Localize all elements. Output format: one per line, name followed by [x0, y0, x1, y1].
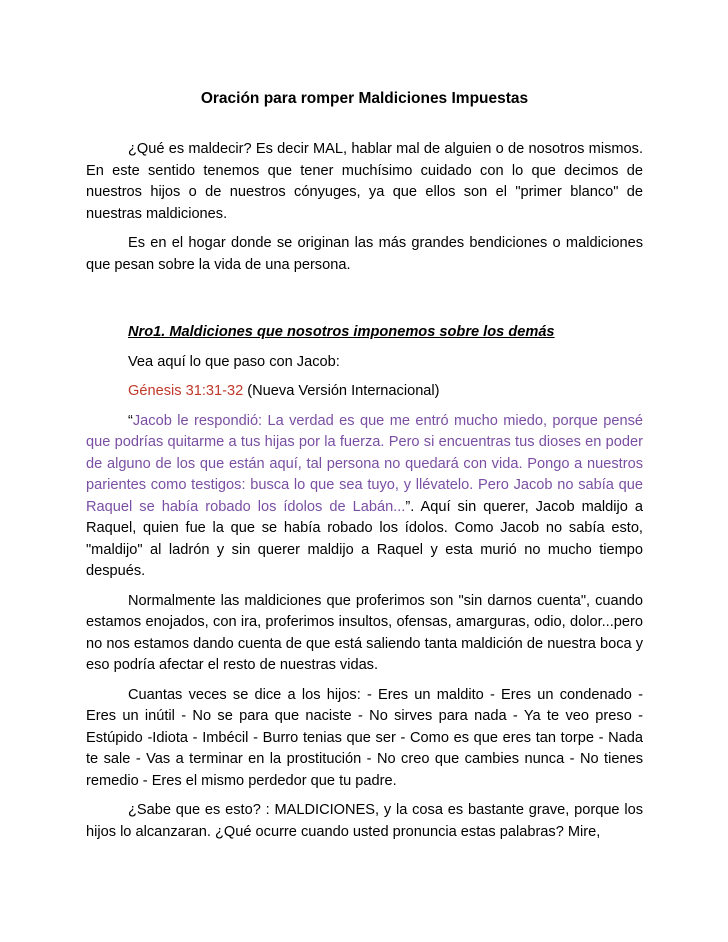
paragraph-sin-darnos-cuenta: Normalmente las maldiciones que proferimos son "sin darnos cuenta", cuando estamos enojados, con ira, proferimos insultos, ofensas, amarguras, odio, dolor...pero no nos estamos dando cuenta de que está saliendo tanta maldición de nuestra boca y eso podría afectar el resto de nuestras vidas. [86, 592, 643, 673]
paragraph-intro: ¿Qué es maldecir? Es decir MAL, hablar mal de alguien o de nosotros mismos. En este sentido tenemos que tener muchísimo cuidado con lo que decimos de nuestros hijos o de nuestros cónyuges, ya que ellos son el "primer blanco" de nuestras maldiciones. [86, 141, 643, 222]
paragraph-jacob: Vea aquí lo que paso con Jacob: [128, 353, 340, 370]
quote-open-mark: “ [128, 412, 133, 429]
spacer [86, 284, 643, 322]
paragraph-hogar: Es en el hogar donde se originan las más grandes bendiciones o maldiciones que pesan sobre la vida de una persona. [86, 235, 643, 273]
section-heading-paragraph [86, 322, 643, 344]
quote-commentary: ”. Aquí sin querer, Jacob maldijo a Raquel, quien fue la que se había robado los ídolos. Como Jacob no sabía esto, "maldijo" al ladrón y sin querer maldijo a Raquel y esta murió no mucho tiempo después. [86, 498, 643, 579]
paragraph-maldiciones: ¿Sabe que es esto? : MALDICIONES, y la cosa es bastante grave, porque los hijos lo alcanzaran. ¿Qué ocurre cuando usted pronuncia estas palabras? Mire, [86, 802, 643, 840]
bible-quote: Jacob le respondió: La verdad es que me entró mucho miedo, porque pensé que podrías quitarme a tus hijas por la fuerza. Pero si encuentras tus dioses en poder de alguno de los que están aquí, tal persona no quedará con vida. Pongo a nuestros parientes como testigos: busca lo que sea tuyo, y llévatelo. Pero Jacob no sabía que Raquel se había robado los ídolos de Labán... [86, 412, 643, 515]
bible-reference-link[interactable]: Génesis 31:31-32 [128, 383, 244, 399]
bible-version: (Nueva Versión Internacional) [243, 383, 440, 399]
paragraph-quote [86, 411, 643, 583]
paragraph-hijos: Cuantas veces se dice a los hijos: - Eres un maldito - Eres un condenado - Eres un inútil - No se para que naciste - No sirves para nada - Ya te veo preso - Estúpido -Idiota - Imbécil - Burro tenias que ser - Como es que eres tan torpe - Nada te sale - Vas a terminar en la prostitución - No creo que cambies nunca - No tienes remedio - Eres el mismo perdedor que tu padre. [86, 686, 643, 789]
document-title: Oración para romper Maldiciones Impuestas [200, 90, 529, 107]
section-heading: Nro1. Maldiciones que nosotros imponemos sobre los demás [128, 324, 555, 340]
paragraph-reference [86, 381, 643, 403]
document-page [86, 88, 643, 851]
